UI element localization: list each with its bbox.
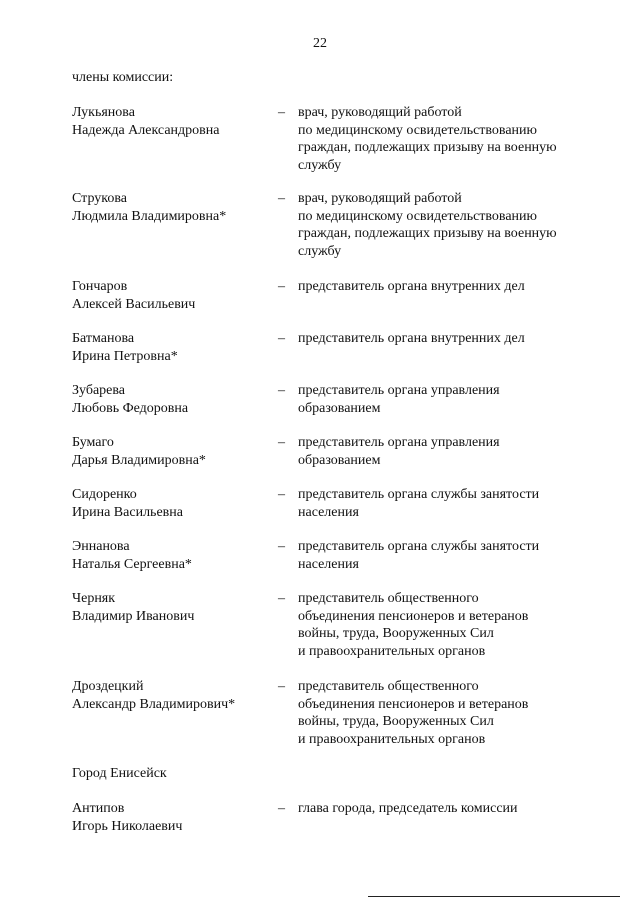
member-given-name: Владимир Иванович	[72, 608, 195, 624]
member-given-name: Ирина Васильевна	[72, 504, 183, 520]
member-surname: Черняк	[72, 591, 116, 606]
member-role	[298, 800, 598, 818]
dash: –	[278, 279, 285, 294]
role-line: и правоохранительных органов	[298, 731, 486, 747]
member-given-name: Любовь Федоровна	[72, 400, 189, 416]
dash: –	[278, 539, 285, 554]
member-surname: Гончаров	[72, 279, 128, 294]
role-line: представитель органа управления	[298, 435, 500, 450]
role-line: образованием	[298, 400, 381, 416]
members-heading: члены комиссии:	[72, 70, 174, 85]
role-line: службу	[298, 243, 342, 259]
role-line: войны, труда, Вооруженных Сил	[298, 626, 494, 641]
member-role	[298, 278, 598, 296]
role-line: войны, труда, Вооруженных Сил	[298, 714, 494, 729]
dash: –	[278, 801, 285, 816]
dash: –	[278, 331, 285, 346]
role-line: службу	[298, 157, 342, 173]
member-name	[72, 330, 282, 365]
footer-rule	[368, 896, 620, 897]
page-number: 22	[313, 36, 327, 51]
member-surname: Струкова	[72, 191, 127, 206]
role-line: представитель общественного	[298, 591, 479, 606]
member-role	[298, 590, 598, 660]
member-surname: Батманова	[72, 331, 135, 346]
member-name	[72, 104, 282, 139]
member-surname: Зубарева	[72, 383, 126, 398]
role-line: представитель органа службы занятости	[298, 487, 540, 502]
member-role	[298, 538, 598, 573]
member-role	[298, 382, 598, 417]
role-line: по медицинскому освидетельствованию	[298, 122, 538, 138]
role-line: представитель органа внутренних дел	[298, 279, 525, 294]
member-name	[72, 278, 282, 313]
role-line: глава города, председатель комиссии	[298, 801, 518, 816]
member-surname: Лукьянова	[72, 105, 135, 120]
member-name	[72, 486, 282, 521]
member-surname: Антипов	[72, 801, 125, 816]
role-line: и правоохранительных органов	[298, 643, 486, 659]
role-line: представитель органа внутренних дел	[298, 331, 525, 346]
member-name	[72, 678, 282, 713]
role-line: граждан, подлежащих призыву на военную	[298, 140, 557, 155]
member-name	[72, 538, 282, 573]
role-line: объединения пенсионеров и ветеранов	[298, 696, 529, 712]
dash: –	[278, 487, 285, 502]
member-role	[298, 104, 598, 174]
role-line: образованием	[298, 452, 381, 468]
dash: –	[278, 591, 285, 606]
member-given-name: Игорь Николаевич	[72, 818, 183, 834]
role-line: по медицинскому освидетельствованию	[298, 208, 538, 224]
member-given-name: Дарья Владимировна*	[72, 452, 206, 468]
member-given-name: Людмила Владимировна*	[72, 208, 227, 224]
member-role	[298, 190, 598, 260]
member-given-name: Алексей Васильевич	[72, 296, 196, 312]
member-name	[72, 800, 282, 835]
role-line: населения	[298, 504, 359, 520]
role-line: представитель общественного	[298, 679, 479, 694]
member-role	[298, 434, 598, 469]
role-line: населения	[298, 556, 359, 572]
dash: –	[278, 679, 285, 694]
member-name	[72, 382, 282, 417]
dash: –	[278, 191, 285, 206]
role-line: граждан, подлежащих призыву на военную	[298, 226, 557, 241]
member-name	[72, 590, 282, 625]
role-line: объединения пенсионеров и ветеранов	[298, 608, 529, 624]
member-surname: Эннанова	[72, 539, 130, 554]
member-name	[72, 434, 282, 469]
member-given-name: Александр Владимирович*	[72, 696, 236, 712]
member-role	[298, 678, 598, 748]
member-surname: Дроздецкий	[72, 679, 144, 694]
role-line: представитель органа службы занятости	[298, 539, 540, 554]
city-heading: Город Енисейск	[72, 766, 167, 781]
dash: –	[278, 383, 285, 398]
member-given-name: Надежда Александровна	[72, 122, 220, 138]
member-surname: Сидоренко	[72, 487, 137, 502]
member-role	[298, 486, 598, 521]
member-role	[298, 330, 598, 348]
dash: –	[278, 435, 285, 450]
member-given-name: Наталья Сергеевна*	[72, 556, 192, 572]
member-surname: Бумаго	[72, 435, 114, 450]
dash: –	[278, 105, 285, 120]
role-line: представитель органа управления	[298, 383, 500, 398]
role-line: врач, руководящий работой	[298, 191, 462, 206]
role-line: врач, руководящий работой	[298, 105, 462, 120]
member-given-name: Ирина Петровна*	[72, 348, 178, 364]
member-name	[72, 190, 282, 225]
